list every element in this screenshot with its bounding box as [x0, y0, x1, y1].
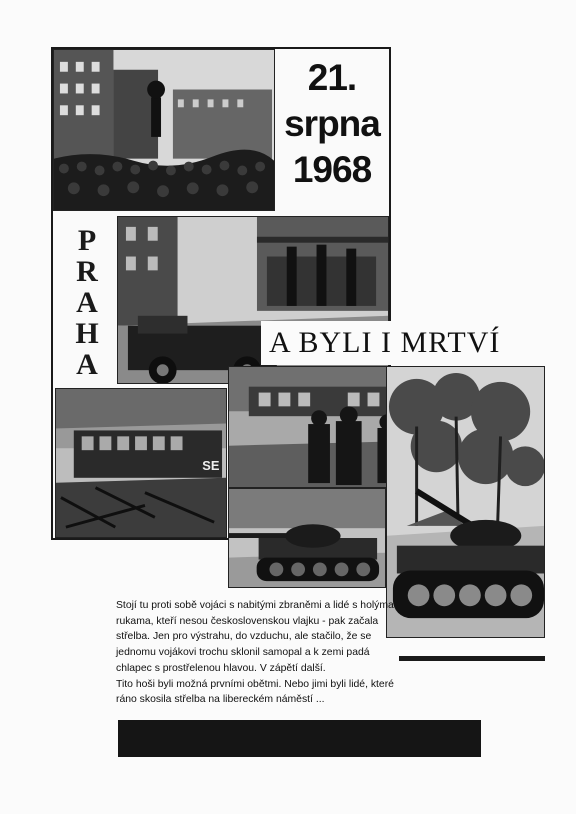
- city-letter: P: [77, 224, 97, 257]
- date-day: 21.: [307, 57, 357, 98]
- paragraph: Stojí tu proti sobě vojáci s nabitými zbraněmi a lidé s holýma rukama, kteří nesou československou vlajku - pak začala střelba. Jen pro výstrahu, do vzduchu, ale stačilo, že se jednomu vojákovi trochu sklonil samopal a k zemi padá chlapec s prostřelenou hlavou. V zápětí další.: [116, 600, 394, 674]
- city-letter: A: [76, 286, 98, 319]
- photo-tank-left: [228, 488, 386, 588]
- city-letter: R: [76, 255, 98, 288]
- date-year: 1968: [292, 149, 372, 190]
- city-letter: A: [76, 348, 98, 381]
- headline: A BYLI I MRTVÍ: [261, 321, 551, 365]
- photo-tank-right: [386, 366, 545, 638]
- bus-sign: SE: [202, 457, 220, 473]
- divider-rule: [399, 656, 545, 661]
- date-block: [278, 55, 386, 193]
- black-bar: [118, 720, 481, 757]
- city-name-vertical: [62, 226, 112, 381]
- photo-square-crowd: [53, 49, 275, 211]
- photo-burned-bus: [55, 388, 227, 538]
- date-month: srpna: [284, 103, 380, 144]
- city-letter: H: [75, 317, 99, 350]
- article-text: [116, 598, 396, 708]
- paragraph: Tito hoši byli možná prvními obětmi. Nebo jimi byli lidé, které ráno skosila střelba na libereckém náměstí ...: [116, 678, 394, 706]
